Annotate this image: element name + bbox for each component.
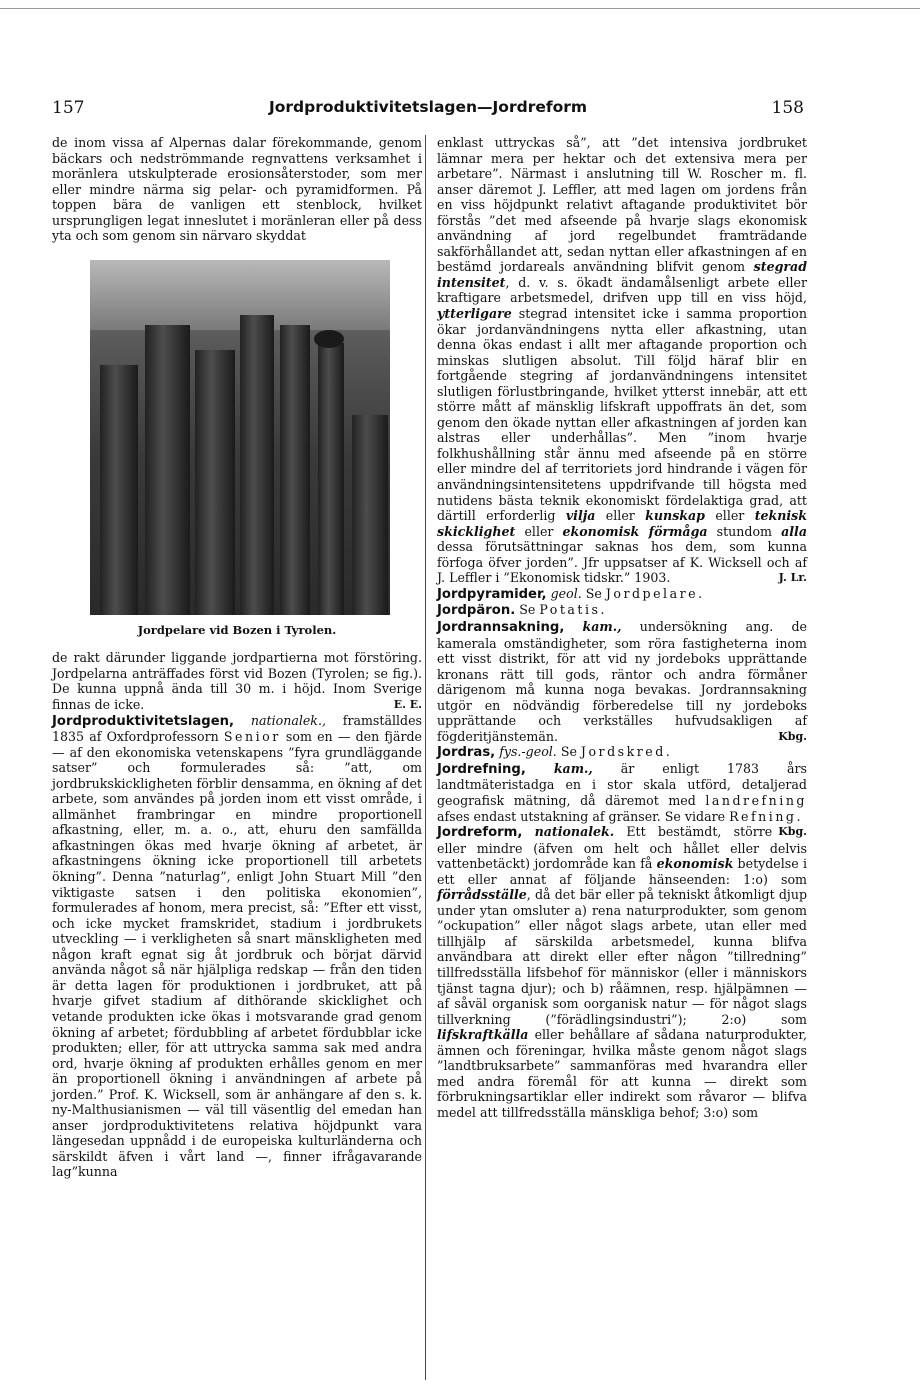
continued-paragraph: enklast uttryckas så”, att ”det intensiva jordbruket lämnar mera per hektar och det extensiva mera per arbetare”. Närmast i anslutning till W. Roscher m. fl. anser däremot J. Leffler, att med lagen om jordens från en viss höjdpunkt relativt aftagande produktivitet bör förstås ”det med afseende på hvarje slags ekonomisk användning af jord regelbundet framträdande sakförhållandet att, sedan nyttan eller afkastningen af en bestämd jordareals användning blifvit genom stegrad intensitet, d. v. s. ökadt ändamålsenligt arbete eller kraftigare arbetsmedel, drifven upp till en viss höjd, ytterligare stegrad intensitet icke i samma proportion ökar jordanvändningens nytta eller afkastning, utan denna ökas endast i allt mer aftagande proportion och minskas slutligen absolut. Till följd häraf blir en fortgående stegring af jordanvändningens intensitet slutligen förlustbringande, hvilket ytterst innebär, att ett större mått af mänsklig lifskraft uppoffrats än det, som genom den ökade nyttan eller afkastningen af jorden kan alstras eller underhållas”. Men ”inom hvarje folkhushållning står ännu med afseende på en större eller mindre del af territoriets jord hindrande i vägen för användningsintensitetens uppdrifvande till högsta med nutidens bästa teknik ekonomiskt fördelaktiga grad, att därtill erforderlig vilja eller kunskap eller teknisk skicklighet eller ekonomisk förmåga stundom alla dessa förutsättningar saknas hos dem, som kunna förfoga öfver jorden”. Jfr uppsatser af K. Wicksell och af J. Leffler i ”Ekonomisk tidskr.” 1903. J. Lr. <box>437 135 807 586</box>
figure-caption: Jordpelare vid Bozen i Tyrolen. <box>137 622 337 637</box>
column-divider <box>425 135 426 1380</box>
entry-jordproduktivitetslagen: Jordproduktivitetslagen, nationalek., framställdes 1835 af Oxfordprofessorn Senior som en — den fjärde — af den ekonomiska vetenskapens ”fyra grundläggande satser” och formulerades så: ”att, om jordbrukskickligheten förblir densamma, en ökning af det arbete, som användes på jorden inom ett visst område, i allmänhet frambringar en mindre proportionell afkastning, eller, m. a. o., att, ehuru den samfällda afkastningen ökas med hvarje ökning af arbetet, är afkastningens ökning icke proportionell till arbetets ökning”. Denna ”naturlag”, enligt John Stuart Mill ”den viktigaste satsen i den politiska ekonomien”, formulerades af honom, mera precist, så: ”Efter ett visst, och icke mycket framskridet, stadium i jordbrukets utveckling — i verkligheten så snart mänskligheten med någon kraft egnat sig åt jordbruk och börjat därvid använda något så när hjälpliga redskap — från den tiden är detta lagen för produktionen i jordbruket, att på hvarje gifvet stadium af dithörande skicklighet och vetande produkten icke ökas i motsvarande grad genom ökning af arbetet; fördubbling af arbetet fördubblar icke produkten; eller, för att uttrycka samma sak med andra ord, hvarje ökning af produkten erhålles genom en mer än proportionell ökning i användningen af arbete på jorden.” Prof. K. Wicksell, som är anhängare af den s. k. ny-Malthusianismen — väl till väsentlig del emedan han anser jordproduktivitetens relativa höjdpunkt vara längesedan uppnådd i de europeiska kulturländerna och särskildt äfven i vårt land —, finner ifrågavarande lag”kunna <box>52 712 422 1180</box>
page-header <box>52 98 804 120</box>
top-rule <box>0 8 920 9</box>
figure-earth-pillars <box>90 260 390 615</box>
entry-jordpyramider: Jordpyramider, geol. Se Jordpelare. <box>437 585 705 602</box>
headword: Jordproduktivitetslagen, <box>52 713 235 729</box>
intro-paragraph: de inom vissa af Alpernas dalar förekommande, genom bäckars och nedströmmande regnvattens verksamhet i moränlera utskulpterade erosionsåterstoder, som mer eller mindre närma sig pelar- och pyramidformen. På toppen bära de vanligen ett stenblock, hvilket ursprungligen legat inneslutet i moränleran eller på dess yta och som genom sin närvaro skyddat <box>52 135 422 244</box>
entry-jordras: Jordras, fys.-geol. Se Jordskred. <box>437 744 673 761</box>
entry-jordreform: Jordreform, nationalek. Ett bestämdt, större eller mindre (äfven om helt och hållet eller delvis vattenbetäckt) jordområde kan få ekonomisk betydelse i ett eller annat af följande hänseenden: 1:o) som förrådsställe, då det bär eller på tekniskt åtkomligt djup under ytan omsluter a) rena naturprodukter, som genom ”ockupation” eller något slags arbete, utan eller med tillhjälp af särskilda arbetsmedel, kunna blifva användbara att direkt eller efter någon ”tillredning” tillfredsställa lifsbehof för människor (eller i människors tjänst tagna djur); och b) råämnen, resp. hjälpämnen — af såväl organisk som oorganisk natur — för något slags tillverkning (”förädlingsindustri”); 2:o) som lifskraftkälla eller behållare af sådana naturprodukter, ämnen och föreningar, hvilka måste genom något slags ”landtbruksarbete” sammanföras med hvarandra eller med andra föremål för att kunna — direkt som förbrukningsartiklar eller indirekt som råvaror — blifva medel att tillfredsställa mänskliga behof; 3:o) som <box>437 824 808 1120</box>
left-column <box>52 135 422 1180</box>
entry-jordrefning: Jordrefning, kam., är enligt 1783 års landtmäteristadga en i stor skala utförd, detaljerad geografisk mätning, då däremot med landrefning afses endast utstakning af gränser. Se vidare Refning. Kbg. <box>437 760 807 839</box>
signature: Kbg. <box>778 825 807 839</box>
signature: J. Lr. <box>778 571 807 585</box>
running-title: Jordproduktivitetslagen—Jordreform <box>268 98 588 116</box>
page-number-left: 157 <box>52 98 85 118</box>
page-number-right: 158 <box>771 98 804 118</box>
entry-jordparon: Jordpäron. Se Potatis. <box>437 602 607 619</box>
signature: E. E. <box>393 698 422 712</box>
right-column <box>437 135 807 1120</box>
signature: Kbg. <box>778 729 807 743</box>
after-figure-paragraph: de rakt därunder liggande jordpartierna mot förstöring. Jordpelarna anträffades först vid Bozen (Tyrolen; se fig.). De kunna uppnå ända till 30 m. i höjd. Inom Sverige finnas de icke. E. E. <box>52 650 422 713</box>
entry-jordrannsakning: Jordrannsakning, kam., undersökning ang. de kamerala omständigheter, som röra fastigheterna inom ett visst distrikt, för att vid ny jordeboks upprättande kronans rätt till gods, räntor och andra förmåner därigenom må kunna noga bevakas. Jordrannsakning utgör en nödvändig förberedelse till ny jordeboks upprättande och verkställes hufvudsakligen af fögderitjänstemän. Kbg. <box>437 618 807 744</box>
